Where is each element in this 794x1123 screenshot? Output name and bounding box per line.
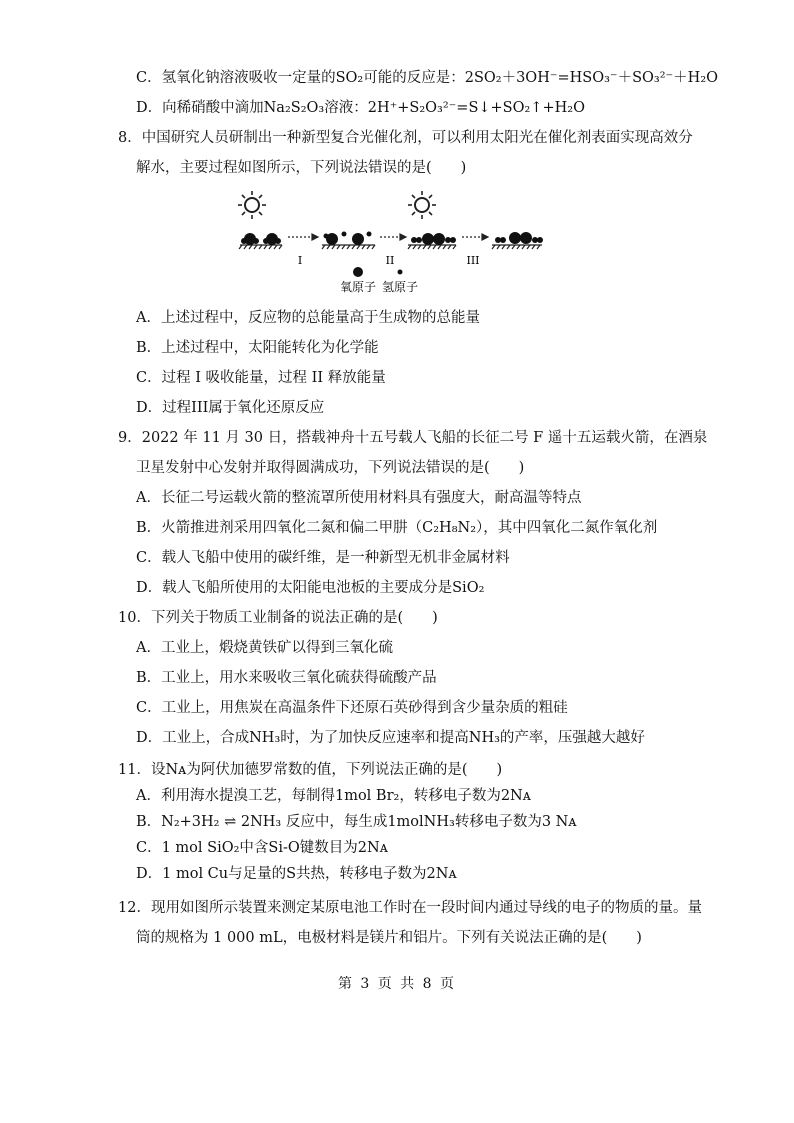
sun-icon [238,191,266,219]
q9-option-c: C．载人飞船中使用的碳纤维，是一种新型无机非金属材料 [136,550,510,566]
q11-stem: 11．设Nᴀ为阿伏加德罗常数的值，下列说法正确的是( ) [118,762,503,778]
product-molecules [495,232,543,244]
hydrogen-atom-legend-icon [398,270,403,275]
q10-option-a: A．工业上，煅烧黄铁矿以得到三氧化硫 [136,640,393,656]
q8-option-c: C．过程 I 吸收能量，过程 II 释放能量 [136,370,386,386]
q9-option-a: A．长征二号运载火箭的整流罩所使用材料具有强度大，耐高温等特点 [136,490,582,506]
q10-option-d: D．工业上，合成NH₃时，为了加快反应速率和提高NH₃的产率，压强越大越好 [136,730,645,746]
catalyst-surface [239,245,542,249]
q9-stem-line1: 9．2022 年 11 月 30 日，搭载神舟十五号载人飞船的长征二号 F 遥十五运载火箭，在酒泉 [118,430,708,446]
q8-stem-line1: 8．中国研究人员研制出一种新型复合光催化剂，可以利用太阳光在催化剂表面实现高效分 [118,130,693,146]
sun-icon [408,191,436,219]
arrow-icon [380,234,406,240]
q9-stem-line2: 卫星发射中心发射并取得圆满成功，下列说法错误的是( ) [136,460,525,476]
q12-stem-line2: 筒的规格为 1 000 mL，电极材料是镁片和铝片。下列有关说法正确的是( ) [136,930,642,946]
stage-3-label: III [466,254,480,267]
water-molecules [241,233,281,245]
q10-option-b: B．工业上，用水来吸收三氧化硫获得硫酸产品 [136,670,437,686]
legend-oxygen-label: 氧原子 [339,280,377,294]
q8-option-d: D．过程III属于氧化还原反应 [136,400,325,416]
q9-option-b: B．火箭推进剂采用四氧化二氮和偏二甲肼（C₂H₈N₂），其中四氧化二氮作氧化剂 [136,520,658,536]
water-splitting-figure [230,190,560,295]
q10-stem: 10．下列关于物质工业制备的说法正确的是( ) [118,610,438,626]
q11-option-a: A．利用海水提溴工艺，每制得1mol Br₂，转移电子数为2Nᴀ [136,788,531,804]
q9-option-d: D．载人飞船所使用的太阳能电池板的主要成分是SiO₂ [136,580,485,596]
arrow-icon [462,234,488,240]
q8-option-a: A．上述过程中，反应物的总能量高于生成物的总能量 [136,310,480,326]
q8-option-b: B．上述过程中，太阳能转化为化学能 [136,340,379,356]
q7-option-d: D．向稀硝酸中滴加Na₂S₂O₃溶液：2H⁺+S₂O₃²⁻=S↓+SO₂↑+H₂O [136,100,585,116]
page-footer: 第 3 页 共 8 页 [337,976,457,992]
intermediate-molecules [411,233,456,245]
q7-option-c: C．氢氧化钠溶液吸收一定量的SO₂可能的反应是：2SO₂＋3OH⁻=HSO₃⁻＋SO₃²⁻＋H₂O [136,70,719,86]
legend-hydrogen-label: 氢原子 [381,280,419,294]
q10-option-c: C．工业上，用焦炭在高温条件下还原石英砂得到含少量杂质的粗硅 [136,700,568,716]
q11-option-b: B．N₂+3H₂ ⇌ 2NH₃ 反应中，每生成1molNH₃转移电子数为3 Nᴀ [136,814,577,830]
stage-2-label: II [385,254,395,267]
q8-stem-line2: 解水，主要过程如图所示，下列说法错误的是( ) [136,160,467,176]
q11-option-c: C．1 mol SiO₂中含Si-O键数目为2Nᴀ [136,840,388,856]
q12-stem-line1: 12．现用如图所示装置来测定某原电池工作时在一段时间内通过导线的电子的物质的量。量 [118,900,702,916]
stage-1-label: I [297,254,303,267]
arrow-icon [288,234,318,240]
oxygen-atom-legend-icon [353,267,363,277]
q11-option-d: D．1 mol Cu与足量的S共热，转移电子数为2Nᴀ [136,866,457,882]
separated-atoms [324,232,372,246]
